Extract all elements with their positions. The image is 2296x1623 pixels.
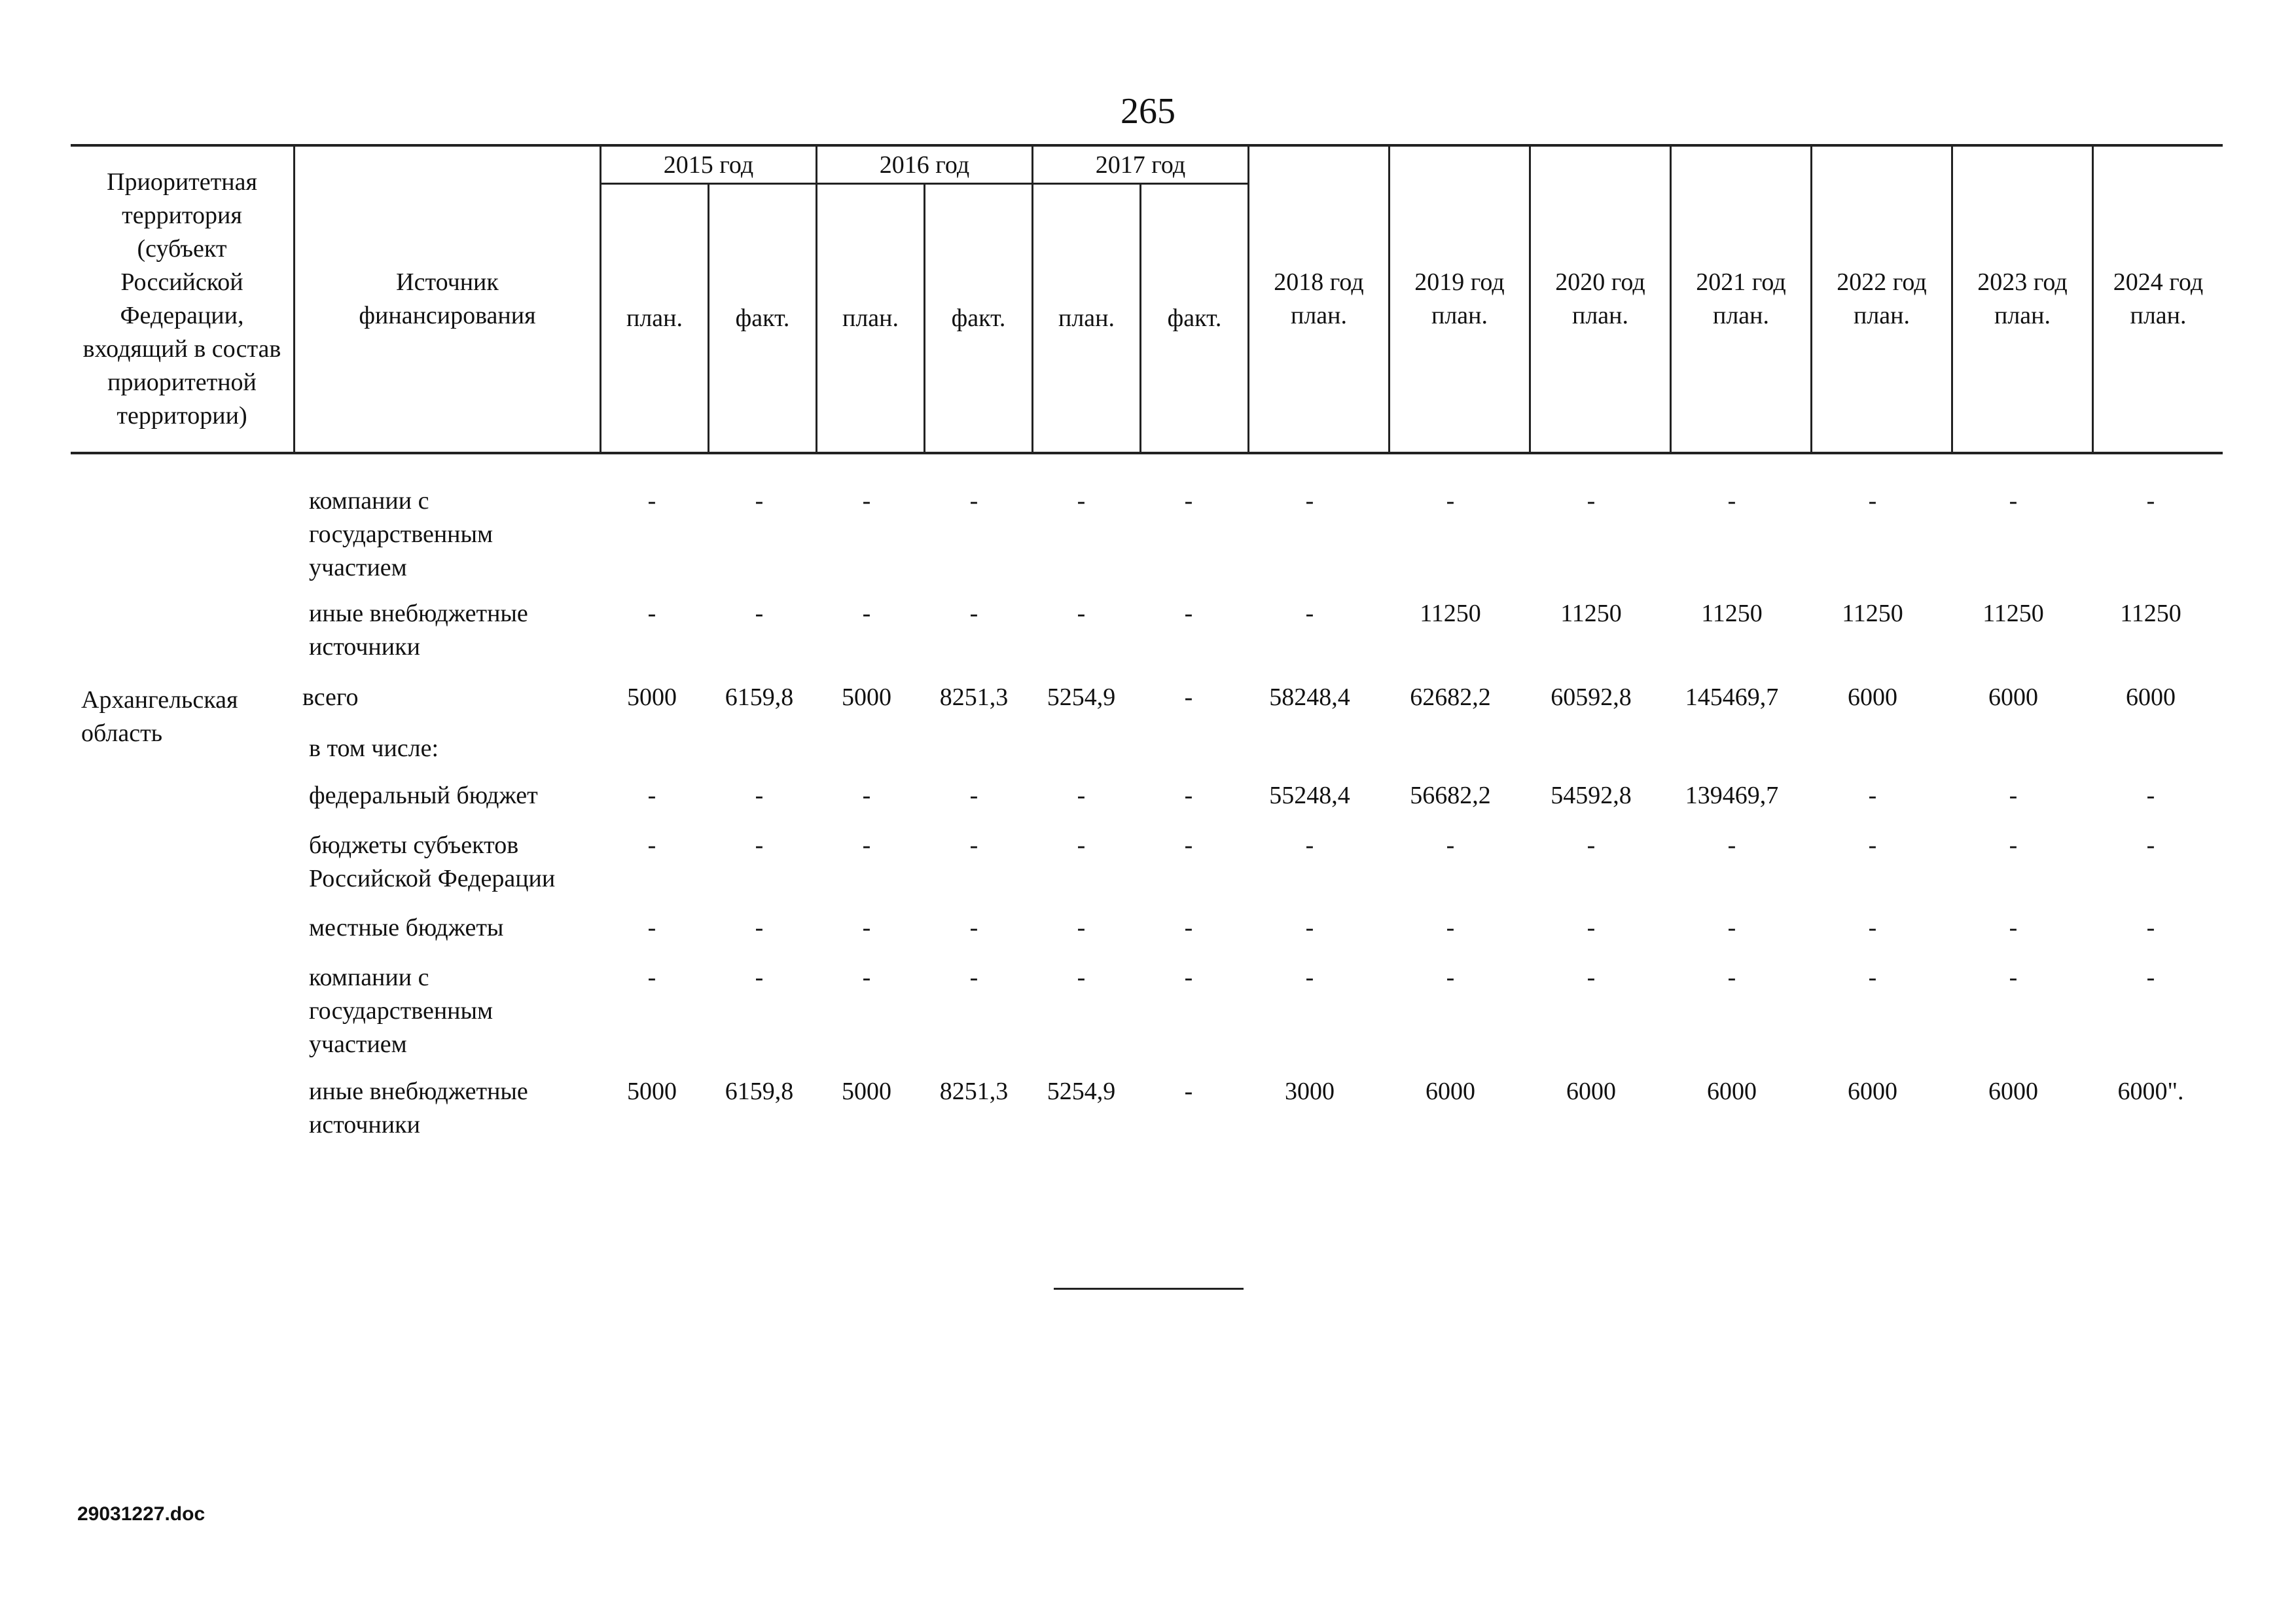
row-label: бюджеты субъектов Российской Федерации — [309, 831, 556, 892]
table-cell: - — [1727, 964, 1736, 991]
table-cell: 11250 — [1842, 600, 1903, 627]
table-cell: - — [1868, 831, 1877, 859]
row-label: компании с государственным участием — [309, 487, 493, 581]
header-2015-fact: факт. — [708, 185, 816, 452]
table-cell: - — [1446, 487, 1455, 515]
footer-filename: 29031227.doc — [77, 1503, 206, 1525]
table-cell: 62682,2 — [1410, 684, 1491, 711]
table-cell: - — [1587, 831, 1596, 859]
table-cell: - — [969, 600, 978, 627]
table-cell: - — [2009, 487, 2018, 515]
table-cell: - — [862, 782, 871, 809]
table-cell: - — [755, 831, 764, 859]
row-label: местные бюджеты — [309, 914, 504, 941]
table-cell: 11250 — [1701, 600, 1763, 627]
table-cell: 8251,3 — [939, 684, 1009, 711]
table-cell: - — [1077, 831, 1086, 859]
header-source: Источник финансирования — [293, 147, 600, 452]
table-cell: - — [1305, 831, 1314, 859]
table-cell: - — [969, 831, 978, 859]
table-cell: - — [1446, 914, 1455, 941]
table-cell: 6159,8 — [725, 1078, 794, 1105]
row-label: иные внебюджетные источники — [309, 1078, 528, 1139]
table-cell: - — [862, 831, 871, 859]
row-label: иные внебюджетные источники — [309, 600, 528, 661]
header-2017-fact: факт. — [1139, 185, 1247, 452]
table-cell: - — [2146, 831, 2155, 859]
table-cell: 58248,4 — [1269, 684, 1350, 711]
table-cell: - — [647, 831, 656, 859]
table-cell: - — [2146, 487, 2155, 515]
table-cell: 6000 — [1988, 684, 2038, 711]
table-cell: - — [1587, 964, 1596, 991]
table-cell: - — [1868, 964, 1877, 991]
table-cell: - — [1305, 487, 1314, 515]
table-cell: - — [1446, 964, 1455, 991]
end-rule — [1054, 1288, 1244, 1290]
header-2015-plan: план. — [600, 185, 708, 452]
table-cell: - — [2009, 914, 2018, 941]
table-cell: - — [862, 487, 871, 515]
table-cell: 55248,4 — [1269, 782, 1350, 809]
table-cell: - — [862, 600, 871, 627]
table-cell: 6000 — [1988, 1078, 2038, 1105]
table-cell: - — [1184, 914, 1193, 941]
table-cell: - — [1446, 831, 1455, 859]
table-cell: 54592,8 — [1551, 782, 1632, 809]
table-cell: - — [1727, 914, 1736, 941]
table-cell: - — [862, 914, 871, 941]
table-cell: - — [969, 782, 978, 809]
table-cell: - — [755, 782, 764, 809]
header-2022: 2022 год план. — [1810, 147, 1951, 452]
table-cell: - — [969, 964, 978, 991]
table-cell: 6000 — [1426, 1078, 1475, 1105]
table-cell: 5000 — [627, 684, 677, 711]
table-cell: 60592,8 — [1551, 684, 1632, 711]
table-cell: - — [2009, 964, 2018, 991]
table-cell: - — [1184, 964, 1193, 991]
table-cell: - — [2146, 964, 2155, 991]
table-cell: - — [1587, 487, 1596, 515]
table-cell: 5000 — [842, 1078, 891, 1105]
table-cell: - — [755, 914, 764, 941]
table-cell: 145469,7 — [1685, 684, 1779, 711]
table-cell: - — [1077, 487, 1086, 515]
header-year-2016: 2016 год — [816, 147, 1031, 185]
table-cell: 11250 — [1420, 600, 1481, 627]
table-cell: - — [1077, 914, 1086, 941]
table-cell: 6000 — [1707, 1078, 1757, 1105]
table-cell: 11250 — [2120, 600, 2181, 627]
header-2019: 2019 год план. — [1388, 147, 1529, 452]
table-cell: 139469,7 — [1685, 782, 1779, 809]
table-cell: 6000 — [1848, 1078, 1897, 1105]
table-cell: - — [1868, 782, 1877, 809]
row-label: компании с государственным участием — [309, 964, 493, 1058]
table-cell: - — [1305, 964, 1314, 991]
table-cell: 6000 — [1848, 684, 1897, 711]
table-cell: - — [969, 914, 978, 941]
table-cell: - — [755, 964, 764, 991]
table-cell: - — [1305, 600, 1314, 627]
header-2021: 2021 год план. — [1670, 147, 1810, 452]
header-territory: Приоритетная территория (субъект Российской Федерации, входящий в состав приоритетной территории) — [82, 168, 281, 429]
table-cell: 6000 — [2126, 684, 2176, 711]
table-cell: - — [1184, 487, 1193, 515]
table-cell: - — [1184, 831, 1193, 859]
table-cell: - — [1077, 600, 1086, 627]
header-2017-plan: план. — [1031, 185, 1139, 452]
table-cell: - — [1587, 914, 1596, 941]
table-cell: - — [755, 487, 764, 515]
table-cell: - — [1184, 684, 1193, 711]
row-label: всего — [302, 684, 359, 711]
table-cell: 6159,8 — [725, 684, 794, 711]
table-cell: - — [2146, 914, 2155, 941]
header-2024: 2024 год план. — [2092, 147, 2223, 452]
table-cell: 5254,9 — [1047, 684, 1116, 711]
header-2018: 2018 год план. — [1247, 147, 1388, 452]
table-cell: - — [1305, 914, 1314, 941]
table-cell: - — [647, 964, 656, 991]
table-cell: - — [1727, 487, 1736, 515]
row-label: в том числе: — [309, 735, 439, 762]
table-header — [71, 144, 2223, 454]
table-cell: - — [2146, 782, 2155, 809]
table-cell: - — [647, 782, 656, 809]
table-cell: - — [647, 487, 656, 515]
header-year-2017: 2017 год — [1031, 147, 1247, 185]
table-cell: 3000 — [1285, 1078, 1335, 1105]
table-cell: 5000 — [842, 684, 891, 711]
table-cell: 56682,2 — [1410, 782, 1491, 809]
table-cell: - — [1077, 964, 1086, 991]
header-2023: 2023 год план. — [1951, 147, 2092, 452]
table-cell: - — [2009, 831, 2018, 859]
table-cell: 6000 — [1566, 1078, 1616, 1105]
table-cell: - — [2009, 782, 2018, 809]
table-cell: - — [1077, 782, 1086, 809]
table-cell: 11250 — [1982, 600, 2044, 627]
table-cell: - — [1727, 831, 1736, 859]
table-cell: - — [647, 600, 656, 627]
table-cell: - — [1868, 914, 1877, 941]
territory-name: Архангельская область — [81, 686, 238, 747]
table-cell: - — [969, 487, 978, 515]
table-cell: 11250 — [1560, 600, 1622, 627]
page-number: 265 — [1121, 91, 1175, 132]
table-cell: 5000 — [627, 1078, 677, 1105]
table-cell: - — [1184, 1078, 1193, 1105]
row-label: федеральный бюджет — [309, 782, 538, 809]
header-2016-fact: факт. — [924, 185, 1031, 452]
table-cell: 6000". — [2117, 1078, 2184, 1105]
table-cell: 5254,9 — [1047, 1078, 1116, 1105]
header-year-2015: 2015 год — [600, 147, 816, 185]
table-cell: - — [862, 964, 871, 991]
table-cell: 8251,3 — [939, 1078, 1009, 1105]
header-2020: 2020 год план. — [1529, 147, 1670, 452]
table-cell: - — [647, 914, 656, 941]
table-cell: - — [1184, 600, 1193, 627]
header-2016-plan: план. — [816, 185, 924, 452]
table-cell: - — [1184, 782, 1193, 809]
table-cell: - — [755, 600, 764, 627]
table-cell: - — [1868, 487, 1877, 515]
